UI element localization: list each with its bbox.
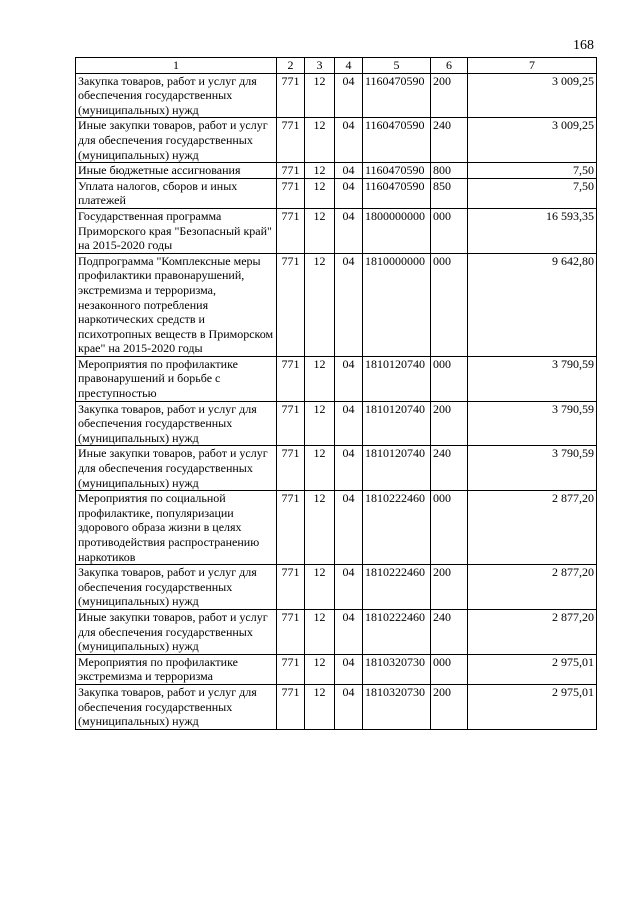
- row-section-code: 12: [305, 684, 335, 729]
- row-name: Иные закупки товаров, работ и услуг для обеспечения государственных (муниципальных) нужд: [76, 446, 277, 491]
- table-row: [76, 253, 597, 356]
- table-row: [76, 609, 597, 654]
- row-subsection-code: 04: [335, 73, 363, 118]
- row-expense-type-code: 200: [431, 684, 468, 729]
- row-grbs-code: 771: [277, 118, 305, 163]
- row-name: Закупка товаров, работ и услуг для обеспечения государственных (муниципальных) нужд: [76, 73, 277, 118]
- row-grbs-code: 771: [277, 401, 305, 446]
- table-row: [76, 565, 597, 610]
- row-section-code: 12: [305, 491, 335, 565]
- row-target-article-code: 1810320730: [363, 654, 431, 684]
- row-subsection-code: 04: [335, 208, 363, 253]
- row-name: Закупка товаров, работ и услуг для обеспечения государственных (муниципальных) нужд: [76, 565, 277, 610]
- row-amount: 2 877,20: [468, 565, 597, 610]
- row-subsection-code: 04: [335, 684, 363, 729]
- header-row: [76, 58, 597, 74]
- row-expense-type-code: 000: [431, 253, 468, 356]
- row-section-code: 12: [305, 356, 335, 401]
- row-grbs-code: 771: [277, 609, 305, 654]
- column-header: 6: [431, 58, 468, 74]
- row-subsection-code: 04: [335, 491, 363, 565]
- table-row: [76, 208, 597, 253]
- row-grbs-code: 771: [277, 253, 305, 356]
- row-section-code: 12: [305, 73, 335, 118]
- row-name: Иные бюджетные ассигнования: [76, 163, 277, 179]
- row-expense-type-code: 200: [431, 401, 468, 446]
- row-section-code: 12: [305, 178, 335, 208]
- budget-table: [75, 57, 597, 730]
- row-subsection-code: 04: [335, 118, 363, 163]
- row-subsection-code: 04: [335, 401, 363, 446]
- row-expense-type-code: 000: [431, 491, 468, 565]
- row-name: Государственная программа Приморского края "Безопасный край" на 2015-2020 годы: [76, 208, 277, 253]
- row-amount: 3 790,59: [468, 401, 597, 446]
- row-target-article-code: 1160470590: [363, 178, 431, 208]
- row-target-article-code: 1800000000: [363, 208, 431, 253]
- row-grbs-code: 771: [277, 491, 305, 565]
- row-expense-type-code: 240: [431, 609, 468, 654]
- row-grbs-code: 771: [277, 178, 305, 208]
- row-section-code: 12: [305, 118, 335, 163]
- row-name: Иные закупки товаров, работ и услуг для обеспечения государственных (муниципальных) нужд: [76, 609, 277, 654]
- row-section-code: 12: [305, 609, 335, 654]
- column-header: 2: [277, 58, 305, 74]
- row-name: Иные закупки товаров, работ и услуг для обеспечения государственных (муниципальных) нужд: [76, 118, 277, 163]
- row-grbs-code: 771: [277, 565, 305, 610]
- row-target-article-code: 1810120740: [363, 356, 431, 401]
- row-grbs-code: 771: [277, 73, 305, 118]
- row-grbs-code: 771: [277, 446, 305, 491]
- row-section-code: 12: [305, 565, 335, 610]
- row-amount: 9 642,80: [468, 253, 597, 356]
- row-amount: 3 009,25: [468, 73, 597, 118]
- row-name: Мероприятия по социальной профилактике, популяризации здорового образа жизни в целях противодействия распространению наркотиков: [76, 491, 277, 565]
- row-amount: 3 009,25: [468, 118, 597, 163]
- table-row: [76, 73, 597, 118]
- table-row: [76, 654, 597, 684]
- table-row: [76, 491, 597, 565]
- row-grbs-code: 771: [277, 654, 305, 684]
- row-amount: 3 790,59: [468, 356, 597, 401]
- row-target-article-code: 1810320730: [363, 684, 431, 729]
- row-section-code: 12: [305, 654, 335, 684]
- row-target-article-code: 1810000000: [363, 253, 431, 356]
- column-header: 5: [363, 58, 431, 74]
- table-row: [76, 163, 597, 179]
- row-section-code: 12: [305, 208, 335, 253]
- row-section-code: 12: [305, 401, 335, 446]
- row-target-article-code: 1810120740: [363, 446, 431, 491]
- row-name: Закупка товаров, работ и услуг для обеспечения государственных (муниципальных) нужд: [76, 684, 277, 729]
- row-section-code: 12: [305, 163, 335, 179]
- row-expense-type-code: 200: [431, 73, 468, 118]
- table-row: [76, 684, 597, 729]
- row-target-article-code: 1810222460: [363, 609, 431, 654]
- row-name: Мероприятия по профилактике экстремизма и терроризма: [76, 654, 277, 684]
- row-subsection-code: 04: [335, 356, 363, 401]
- row-target-article-code: 1810222460: [363, 565, 431, 610]
- column-header: 7: [468, 58, 597, 74]
- row-subsection-code: 04: [335, 253, 363, 356]
- row-name: Уплата налогов, сборов и иных платежей: [76, 178, 277, 208]
- row-amount: 2 975,01: [468, 654, 597, 684]
- row-grbs-code: 771: [277, 208, 305, 253]
- page-number: 168: [573, 38, 594, 53]
- column-header: 1: [76, 58, 277, 74]
- row-name: Закупка товаров, работ и услуг для обеспечения государственных (муниципальных) нужд: [76, 401, 277, 446]
- row-target-article-code: 1810222460: [363, 491, 431, 565]
- row-name: Мероприятия по профилактике правонарушений и борьбе с преступностью: [76, 356, 277, 401]
- row-expense-type-code: 850: [431, 178, 468, 208]
- row-expense-type-code: 240: [431, 446, 468, 491]
- row-amount: 3 790,59: [468, 446, 597, 491]
- row-grbs-code: 771: [277, 684, 305, 729]
- table-row: [76, 118, 597, 163]
- row-subsection-code: 04: [335, 565, 363, 610]
- row-name: Подпрограмма "Комплексные меры профилактики правонарушений, экстремизма и терроризма, незаконного потребления наркотических средств и психотропных веществ в Приморском крае" на 2015-2020 годы: [76, 253, 277, 356]
- table-row: [76, 446, 597, 491]
- column-header: 3: [305, 58, 335, 74]
- column-header: 4: [335, 58, 363, 74]
- row-amount: 7,50: [468, 178, 597, 208]
- row-subsection-code: 04: [335, 654, 363, 684]
- row-section-code: 12: [305, 253, 335, 356]
- row-amount: 7,50: [468, 163, 597, 179]
- row-subsection-code: 04: [335, 163, 363, 179]
- row-expense-type-code: 000: [431, 208, 468, 253]
- row-grbs-code: 771: [277, 163, 305, 179]
- row-amount: 2 877,20: [468, 609, 597, 654]
- row-expense-type-code: 000: [431, 654, 468, 684]
- row-amount: 2 975,01: [468, 684, 597, 729]
- row-subsection-code: 04: [335, 178, 363, 208]
- table-row: [76, 178, 597, 208]
- table-row: [76, 401, 597, 446]
- row-target-article-code: 1160470590: [363, 163, 431, 179]
- row-target-article-code: 1160470590: [363, 73, 431, 118]
- row-subsection-code: 04: [335, 609, 363, 654]
- row-grbs-code: 771: [277, 356, 305, 401]
- row-expense-type-code: 240: [431, 118, 468, 163]
- row-target-article-code: 1810120740: [363, 401, 431, 446]
- row-target-article-code: 1160470590: [363, 118, 431, 163]
- row-subsection-code: 04: [335, 446, 363, 491]
- row-expense-type-code: 800: [431, 163, 468, 179]
- row-amount: 16 593,35: [468, 208, 597, 253]
- table-row: [76, 356, 597, 401]
- row-expense-type-code: 000: [431, 356, 468, 401]
- row-amount: 2 877,20: [468, 491, 597, 565]
- row-section-code: 12: [305, 446, 335, 491]
- row-expense-type-code: 200: [431, 565, 468, 610]
